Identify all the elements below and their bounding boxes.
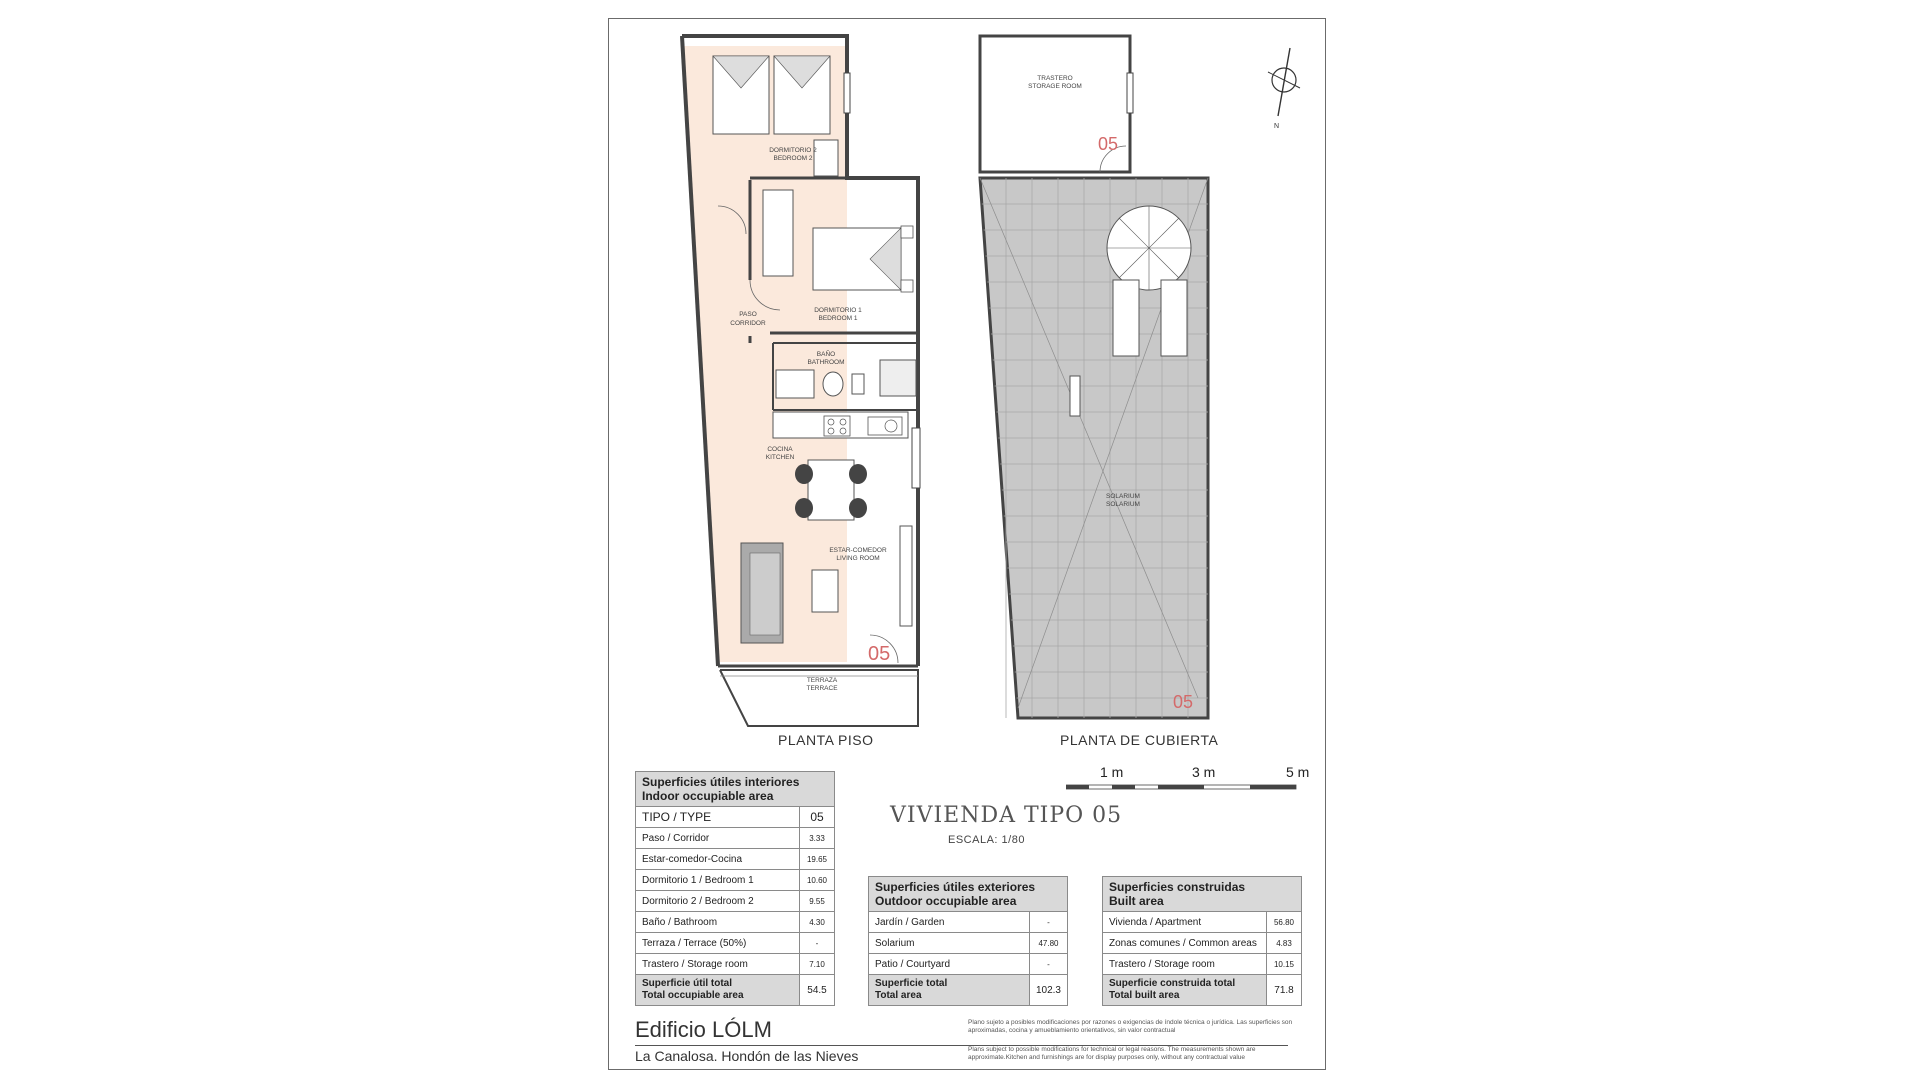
north-arrow-icon [1268,48,1300,116]
row-label: Patio / Courtyard [869,954,1030,975]
terrace-label-es: TERRAZA [806,677,838,684]
disclaimer-en: Plans subject to possible modifications for technical or legal reasons. The measurements shown are approximate.Kitchen and furnishings are for display purposes only, without any contractual value [968,1046,1256,1061]
total-value: 71.8 [1267,975,1302,1006]
built-area-table [1102,876,1302,1006]
row-value: 47.80 [1029,933,1067,954]
outdoor-table-header [869,877,1068,912]
row-label: Trastero / Storage room [1103,954,1267,975]
terrace-label-en: TERRACE [806,685,838,692]
total-label-en: Total area [875,990,922,1001]
roof-plan [980,36,1208,718]
bedroom2-label-es: DORMITORIO 2 [769,147,817,154]
row-label: Vivienda / Apartment [1103,912,1267,933]
dwelling-type-title: VIVIENDA TIPO 05 [890,803,1123,828]
total-label-es: Superficie útil total [642,978,733,989]
outdoor-header-en: Outdoor occupiable area [875,894,1017,908]
row-value: 19.65 [800,849,835,870]
row-label: Paso / Corridor [636,828,800,849]
total-label-es: Superficie construida total [1109,978,1236,989]
drawing-scale: ESCALA: 1/80 [948,834,1025,846]
solarium-label-es: SOLARIUM [1106,493,1140,500]
row-label: Trastero / Storage room [636,954,800,975]
disclaimer-es: Plano sujeto a posibles modificaciones por razones o exigencias de índole técnica o jurídica. Las superficies son aproximadas, cocina y amueblamiento orientativos, sin valor contractual [968,1019,1293,1034]
type-label: TIPO / TYPE [636,807,800,828]
row-value: 9.55 [800,891,835,912]
corridor-label-en: CORRIDOR [730,320,766,327]
building-location: La Canalosa. Hondón de las Nieves [635,1048,859,1064]
kitchen-label-es: COCINA [767,446,793,453]
indoor-header-es: Superficies útiles interiores [642,775,800,789]
table-row [1103,933,1302,954]
built-table-header [1103,877,1302,912]
table-row [869,933,1068,954]
row-label: Solarium [869,933,1030,954]
row-value: - [1029,954,1067,975]
table-row [636,849,835,870]
table-row [869,954,1068,975]
built-header-en: Built area [1109,894,1164,908]
total-label-en: Total built area [1109,990,1180,1001]
table-row [1103,912,1302,933]
living-label-es: ESTAR-COMEDOR [829,547,887,554]
table-row [869,912,1068,933]
total-label-es: Superficie total [875,978,948,989]
kitchen-label-en: KITCHEN [765,454,795,461]
scale-label-3m: 3 m [1192,764,1216,780]
corridor-label-es: PASO [739,311,757,318]
outdoor-header-es: Superficies útiles exteriores [875,880,1036,894]
row-value: 56.80 [1267,912,1302,933]
built-header-es: Superficies construidas [1109,880,1246,894]
scale-label-5m: 5 m [1286,764,1310,780]
type-value: 05 [800,807,835,828]
row-label: Dormitorio 1 / Bedroom 1 [636,870,800,891]
row-value: 10.60 [800,870,835,891]
outdoor-area-table [868,876,1068,1006]
total-row [636,975,835,1006]
unit-number-storage: 05 [1098,134,1119,154]
roof-plan-title: PLANTA DE CUBIERTA [1060,732,1219,748]
table-row [636,912,835,933]
table-row [1103,954,1302,975]
total-value: 54.5 [800,975,835,1006]
living-label-en: LIVING ROOM [836,555,880,562]
total-label-en: Total occupiable area [642,990,744,1001]
indoor-area-table [635,771,835,1006]
row-label: Terraza / Terrace (50%) [636,933,800,954]
bedroom1-label-es: DORMITORIO 1 [814,307,862,314]
floor-plan-title: PLANTA PISO [778,732,874,748]
table-row [636,933,835,954]
table-row [636,870,835,891]
row-value: 7.10 [800,954,835,975]
table-row [636,954,835,975]
row-value: 4.30 [800,912,835,933]
floor-plan [682,36,920,726]
row-value: 3.33 [800,828,835,849]
storage-label-en: STORAGE ROOM [1028,83,1082,90]
row-label: Baño / Bathroom [636,912,800,933]
bath-label-es: BAÑO [816,351,836,358]
row-value: 10.15 [1267,954,1302,975]
bedroom1-label-en: BEDROOM 1 [818,315,858,322]
row-label: Estar-comedor-Cocina [636,849,800,870]
row-value: 4.83 [1267,933,1302,954]
table-row [636,891,835,912]
storage-label-es: TRASTERO [1037,75,1073,82]
type-row [636,807,835,828]
row-label: Dormitorio 2 / Bedroom 2 [636,891,800,912]
row-value: - [800,933,835,954]
total-value: 102.3 [1029,975,1067,1006]
floor-plans-drawing [608,18,1326,758]
total-row [1103,975,1302,1006]
row-label: Jardín / Garden [869,912,1030,933]
scale-bar-graphic [1066,782,1298,792]
scale-label-1m: 1 m [1100,764,1124,780]
unit-number-roof: 05 [1173,692,1194,712]
table-row [636,828,835,849]
bath-label-en: BATHROOM [807,359,845,366]
bedroom2-label-en: BEDROOM 2 [773,155,813,162]
row-value: - [1029,912,1067,933]
indoor-table-header [636,772,835,807]
solarium-label-en: SOLARIUM [1106,501,1140,508]
building-name: Edificio LÓLM [635,1017,772,1042]
indoor-header-en: Indoor occupiable area [642,789,774,803]
unit-number-floor: 05 [868,643,891,665]
total-row [869,975,1068,1006]
north-label: N [1274,123,1280,130]
row-label: Zonas comunes / Common areas [1103,933,1267,954]
